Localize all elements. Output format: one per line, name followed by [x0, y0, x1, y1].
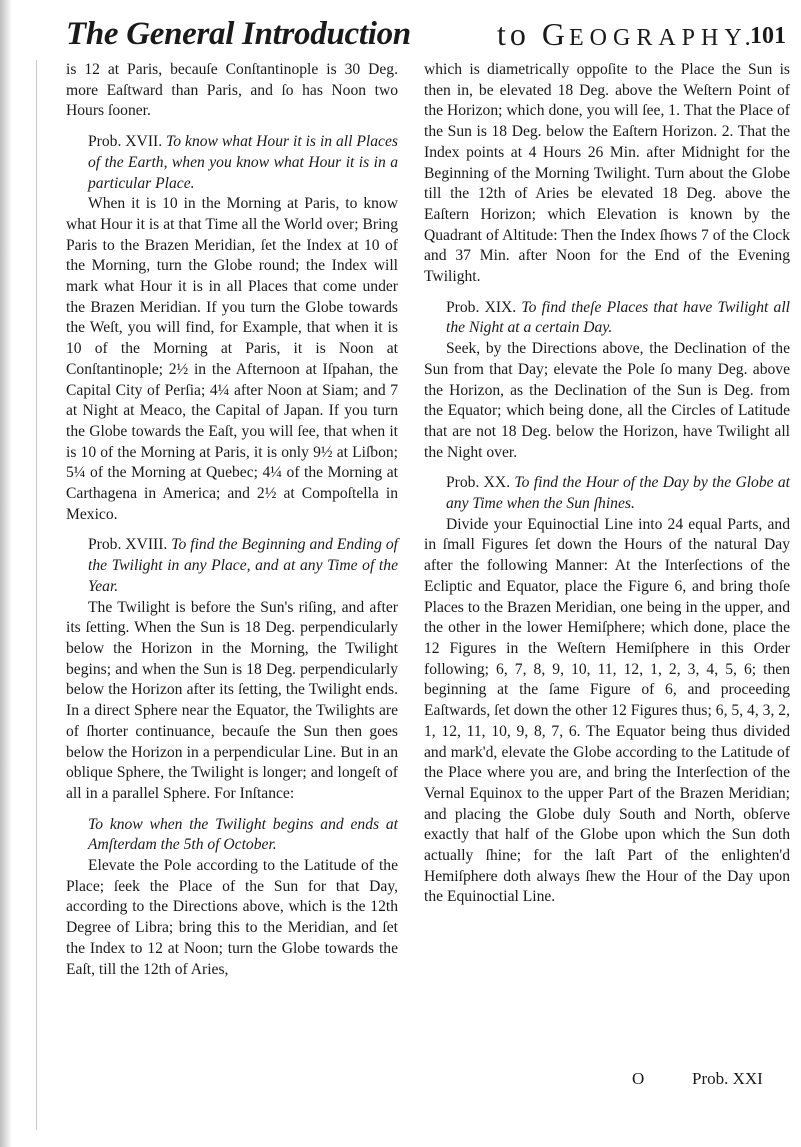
problem-20-number: Prob. XX. [446, 474, 511, 492]
problem-18-number: Prob. XVIII. [88, 536, 168, 554]
right-column [424, 60, 790, 908]
header-title-right [497, 12, 757, 60]
problem-17-title: To know what Hour it is in all Places of the Earth, when you know what Hour it is in a particular Place. [88, 133, 398, 192]
problem-19-title: To find theſe Places that have Twilight all the Night at a certain Day. [446, 298, 791, 337]
problem-20-heading [424, 473, 790, 514]
problem-20-text: Divide your Equinoctial Line into 24 equal Parts, and in ſmall Figures ſet down the Hours of the natural Day after the following Manner: At the Interſections of the Ecliptic and Equator, place the Figure 6, and bring thoſe Places to the Brazen Meridian, one being in the upper, and the other in the lower Hemiſphere; which done, place the 12 Figures in the Weſtern Hemiſphere in this Order following; 6, 7, 8, 9, 10, 11, 12, 1, 2, 3, 4, 5, 6; then beginning at the ſame Figure of 6, and proceeding Eaſtwards, ſet down the other 12 Figures thus; 6, 5, 4, 3, 2, 1, 12, 11, 10, 9, 8, 7, 6. The Equator being thus divided and mark'd, elevate the Globe according to the Latitude of the Place where you are, and bring the Interſection of the Vernal Equinox to the upper Part of the Brazen Meridian; and placing the Globe duly South and North, obſerve exactly that half of the Globe upon which the Sun doth actually ſhine; for the laſt Part of the enlighten'd Hemiſphere doth always ſhew the Hour of the Day upon the Equinoctial Line. [424, 515, 790, 906]
page-edge-shadow [0, 0, 12, 1147]
header-title-right-rest: EOGRAPHY. [569, 25, 757, 51]
catchword: Prob. XXI [692, 1069, 763, 1088]
problem-17-number: Prob. XVII. [88, 133, 163, 151]
header-title-left: The General Introduction [66, 16, 411, 52]
problem-18-text: The Twilight is before the Sun's riſing, and after its ſetting. When the Sun is 18 Deg. perpendicularly below the Horizon in the Morning, the Twilight begins; and when the Sun is 18 Deg. perpendicularly below the Horizon after its ſetting, the Twilight ends. In a direct Sphere near the Equator, the Twilights are of ſhorter continuance, becauſe the Sun then goes below the Horizon in a perpendicular Line. But in an oblique Sphere, the Twilight is longer; and longeſt of all in a parallel Sphere. For Inſtance: [66, 598, 398, 802]
problem-17-heading [66, 132, 398, 194]
problem-17-text: When it is 10 in the Morning at Paris, to know what Hour it is at that Time all the World over; Bring Paris to the Brazen Meridian, ſet the Index at 10 of the Morning, turn the Globe round; the Index will mark what Hour it is in all Places that come under the Brazen Meridian. If you turn the Globe towards the Weſt, you will find, for Example, that when it is 10 of the Morning at Paris, it is Noon at Conſtantinople; 2½ in the Afternoon at Iſpahan, the Capital City of Perſia; 4¼ after Noon at Siam; and 7 at Night at Meaco, the Capital of Japan. If you turn the Globe towards the Eaſt, you will ſee, that when it is 10 of the Morning at Paris, it is only 9½ at Liſbon; 5¼ of the Morning at Quebec; 4¼ of the Morning at Carthagena in America; and 2½ at Compoſtella in Mexico. [66, 195, 398, 523]
example-text: Elevate the Pole according to the Latitude of the Place; ſeek the Place of the Sun for that Day, according to the Directions above, which is the 12th Degree of Libra; bring this to the Meridian, and ſet the Index to 12 at Noon; turn the Globe towards the Eaſt, till the 12th of Aries, [66, 857, 398, 978]
page-number: 101 [750, 23, 786, 49]
page-fold-line [36, 60, 37, 1130]
page-footer [424, 1066, 790, 1092]
problem-20-title: To find the Hour of the Day by the Globe at any Time when the Sun ſhines. [446, 474, 790, 513]
signature-mark: O [632, 1069, 645, 1088]
left-column [66, 60, 398, 980]
problem-19-heading [424, 298, 790, 339]
running-header [66, 12, 794, 56]
problem-19-text: Seek, by the Directions above, the Declination of the Sun from that Day; elevate the Pole ſo many Deg. above the Horizon, as the Declination of the Sun is Deg. from the Equator; which being done, all the Circles of Latitude that are not 18 Deg. below the Horizon, have Twilight all the Night over. [424, 340, 790, 461]
right-opening-paragraph: which is diametrically oppoſite to the Place the Sun is then in, be elevated 18 Deg. above the Weſtern Point of the Horizon; which done, you will ſee, 1. That the Place of the Sun is 18 Deg. below the Eaſtern Horizon. 2. That the Index points at 4 Hours 26 Min. after Midnight for the Beginning of the Morning Twilight. Turn about the Globe till the 12th of Aries be elevated 18 Deg. above the Eaſtern Horizon; which Elevation is known by the Quadrant of Altitude: Then the Index ſhows 7 of the Clock and 37 Min. after Noon for the End of the Evening Twilight. [424, 61, 790, 286]
problem-18-heading [66, 535, 398, 597]
header-title-right-initial: to G [497, 16, 569, 52]
left-opening-paragraph: is 12 at Paris, becauſe Conſtantinople is 30 Deg. more Eaſtward than Paris, and ſo has Noon two Hours ſooner. [66, 61, 398, 120]
problem-18-title: To find the Beginning and Ending of the Twilight in any Place, and at any Time of the Year. [88, 536, 398, 595]
example-heading: To know when the Twilight begins and ends at Amſterdam the 5th of October. [88, 815, 398, 854]
problem-19-number: Prob. XIX. [446, 298, 517, 316]
